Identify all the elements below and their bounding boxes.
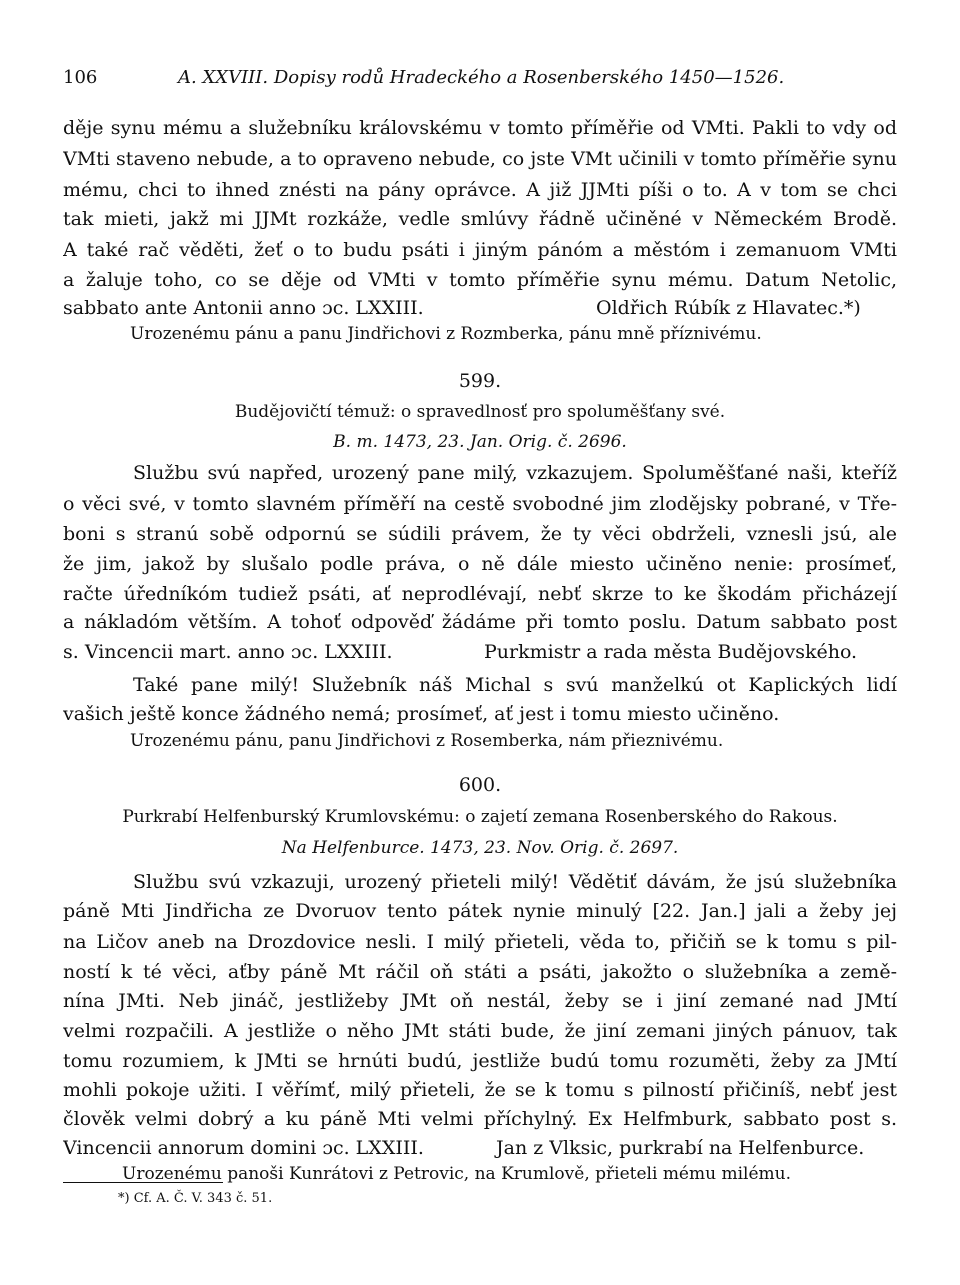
letter-599-number: 599. — [458, 370, 502, 392]
letter-598-line-6: a žaluje toho, co se děje od VMti v tomto příměřie synu mému. Datum Netolic, — [63, 269, 897, 291]
letter-598-closing: sabbato ante Antonii anno ɔc. LXXIII. — [63, 297, 424, 319]
letter-598-line-1: děje synu mému a služebníku královskému v tomto příměřie od VMti. Pakli to vdy od — [63, 117, 897, 139]
letter-600-line-2: páně Mti Jindřicha ze Dvoruov tento pátek nynie minulý [22. Jan.] jali a žeby jej — [63, 900, 897, 922]
letter-599-signature: Purkmistr a rada města Budějovského. — [484, 641, 858, 663]
footnote: *) Cf. A. Č. V. 343 č. 51. — [118, 1191, 273, 1206]
footnote-rule — [63, 1182, 223, 1183]
letter-600-line-4: ností k té věci, aťby páně Mt ráčil oň státi a psáti, jakožto o služebníka a země- — [63, 961, 897, 983]
letter-600-line-7: tomu rozumiem, k JMti se hrnúti budú, jestliže budú tomu rozuměti, žeby za JMtí — [63, 1050, 897, 1072]
letter-599-closing: s. Vincencii mart. anno ɔc. LXXIII. — [63, 641, 393, 663]
letter-600-line-1: Službu svú vzkazuji, urozený přieteli milý! Vědětiť dávám, že jsú služebníka — [133, 871, 897, 893]
letter-598-line-3: mému, chci to ihned znésti na pány oprávce. A již JJMti píši o to. A v tom se chci — [63, 179, 897, 201]
letter-599-line-3: boni s stranú sobě odpornú se súdili právem, že ty věci obdrželi, vznesli jsú, ale — [63, 523, 897, 545]
letter-599-postscript-1: Také pane milý! Služebník náš Michal s svú manželkú ot Kaplických lidí — [133, 674, 897, 696]
letter-599-meta: B. m. 1473, 23. Jan. Orig. č. 2696. — [333, 432, 627, 452]
letter-598-line-5: A také rač věděti, žeť o to budu psáti i jiným pánóm a městóm i zemanuom VMti — [63, 239, 897, 261]
letter-599-summary: Budějovičtí témuž: o spravedlnosť pro spoluměšťany své. — [234, 402, 726, 422]
letter-599-line-5: račte úředníkóm tudiež psáti, ať neprodlévají, nebť skrze to ke škodám přicházejí — [63, 583, 897, 605]
letter-600-line-6: velmi rozpačili. A jestliže o něho JMt státi bude, že jiní zemani jiných pánuov, tak — [63, 1020, 897, 1042]
letter-600-line-3: na Ličov aneb na Drozdovice nesli. I milý přieteli, věda to, přičiň se k tomu s pil- — [63, 931, 897, 953]
letter-598-address: Urozenému pánu a panu Jindřichovi z Rozmberka, pánu mně příznivému. — [130, 324, 762, 344]
letter-599-line-4: že jim, jakož by slušalo podle práva, o ně dále miesto učiněno nenie: prosímeť, — [63, 553, 897, 575]
letter-600-closing: Vincencii annorum domini ɔc. LXXIII. — [63, 1137, 424, 1159]
letter-599-line-2: o věci své, v tomto slavném příměří na cestě svobodné jim zlodějsky pobrané, v Tře- — [63, 493, 897, 515]
letter-600-number: 600. — [458, 774, 502, 796]
letter-598-line-4: tak mieti, jakž mi JJMt rozkáže, vedle smlúvy řádně učiněné v Německém Brodě. — [63, 208, 897, 230]
letter-600-line-9: člověk velmi dobrý a ku páně Mti velmi příchylný. Ex Helfmburk, sabbato post s. — [63, 1108, 897, 1130]
letter-600-address: Urozenému panoši Kunrátovi z Petrovic, na Krumlově, přieteli mému milému. — [122, 1164, 791, 1184]
letter-600-signature: Jan z Vlksic, purkrabí na Helfenburce. — [496, 1137, 865, 1159]
letter-599-line-6: a nákladóm větším. A tohoť odpověď žádáme při tomto poslu. Datum sabbato post — [63, 611, 897, 633]
letter-600-line-5: nína JMti. Neb jináč, jestližeby JMt oň nestál, žeby se i jiní zemané nad JMtí — [63, 990, 897, 1012]
page-number: 106 — [63, 67, 98, 88]
letter-600-summary: Purkrabí Helfenburský Krumlovskému: o zajetí zemana Rosenberského do Rakous. — [122, 807, 838, 827]
letter-599-postscript-2: vašich ještě konce žádného nemá; prosímeť, ať jest i tomu miesto učiněno. — [63, 703, 780, 725]
letter-598-signature: Oldřich Rúbík z Hlavatec.*) — [596, 297, 861, 319]
running-title: A. XXVIII. Dopisy rodů Hradeckého a Rosenberského 1450—1526. — [178, 67, 785, 88]
letter-598-line-2: VMti staveno nebude, a to opraveno nebude, co jste VMt učinili v tomto příměřie synu — [63, 148, 897, 170]
letter-600-line-8: mohli pokoje užiti. I věřímť, milý přieteli, že se k tomu s pilností přičiníš, nebť jest — [63, 1079, 897, 1101]
letter-599-line-1: Službu svú napřed, urozený pane milý, vzkazujem. Spoluměšťané naši, kteříž — [133, 462, 897, 484]
letter-600-meta: Na Helfenburce. 1473, 23. Nov. Orig. č. 2697. — [281, 838, 679, 858]
letter-599-address: Urozenému pánu, panu Jindřichovi z Rosemberka, nám přieznivému. — [130, 731, 724, 751]
